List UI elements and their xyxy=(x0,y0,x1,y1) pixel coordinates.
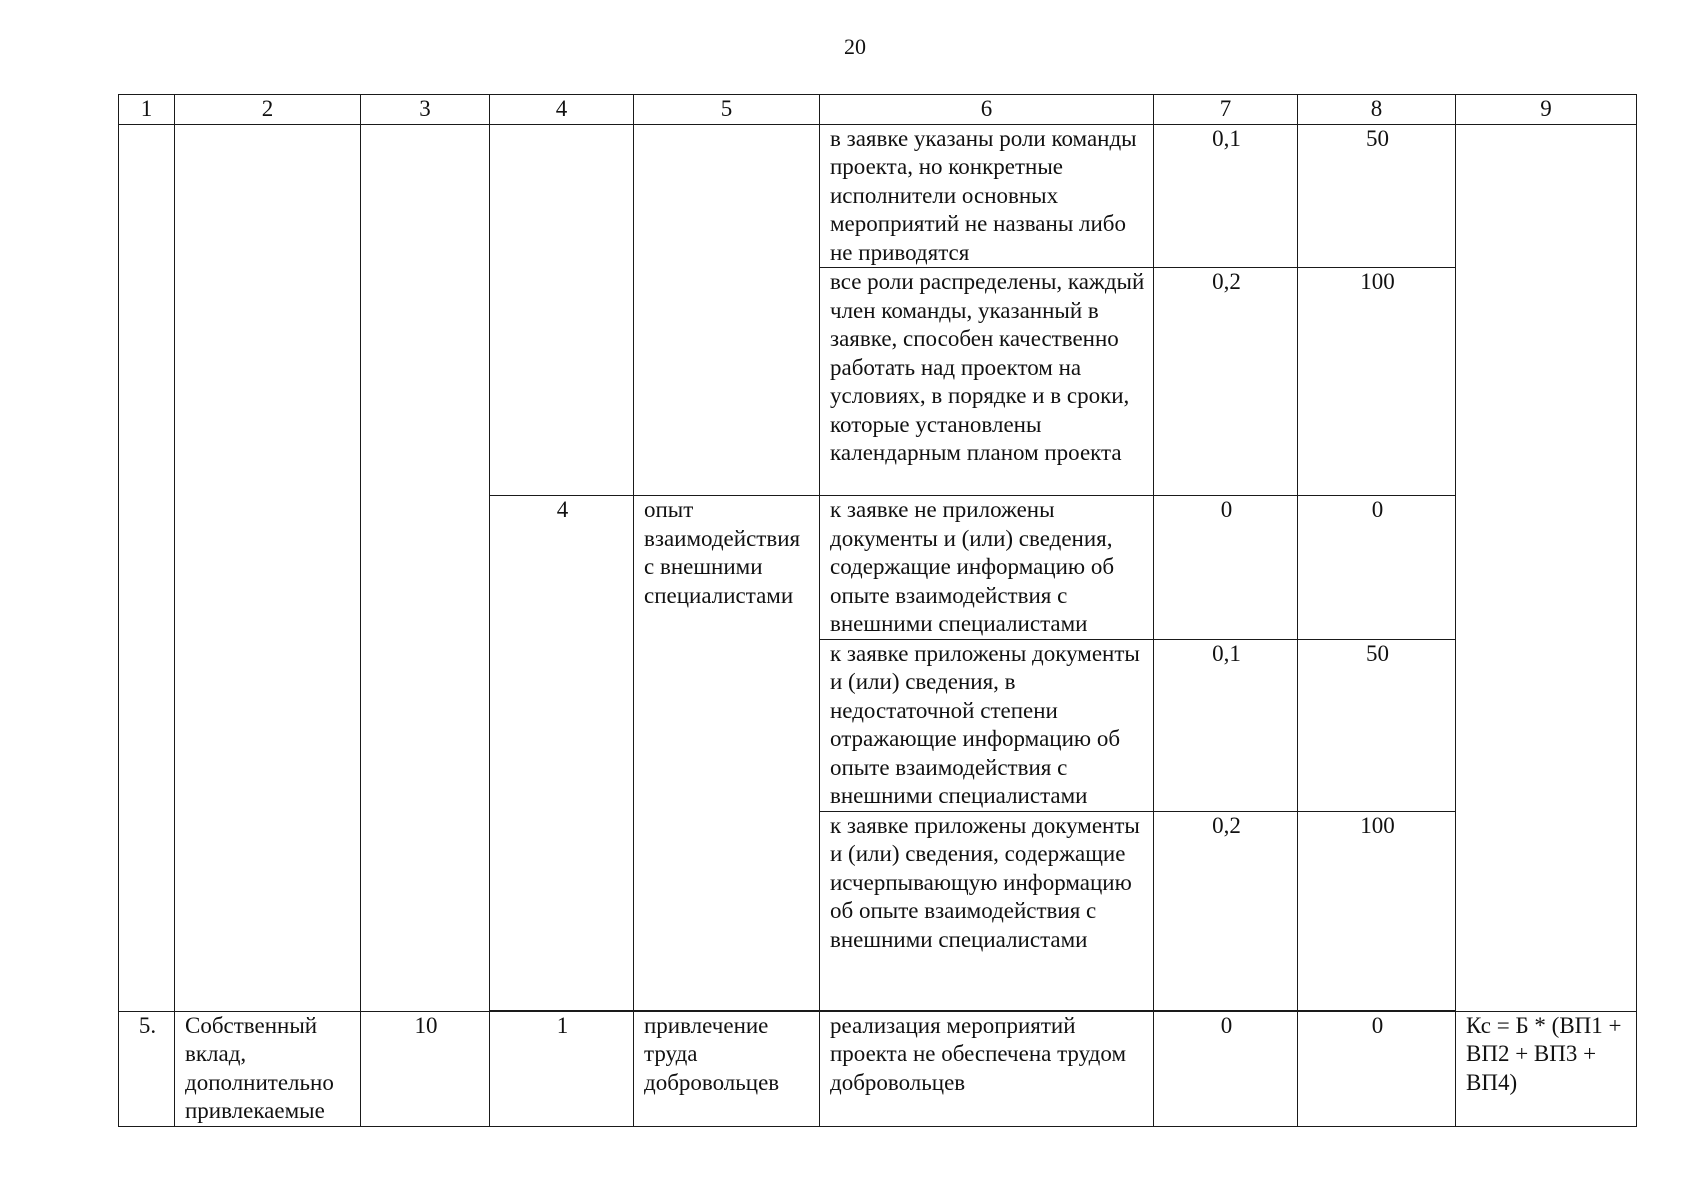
table-row xyxy=(119,1011,1637,1126)
subcriterion-number-cell: 4 xyxy=(490,496,634,1011)
column-header: 1 xyxy=(119,95,175,125)
coefficient-cell: 0 xyxy=(1154,1011,1298,1126)
subcriterion-name-cell xyxy=(634,124,820,496)
criterion-weight-cell: 10 xyxy=(361,1011,490,1126)
criterion-weight-cell xyxy=(361,124,490,1011)
column-header: 8 xyxy=(1298,95,1456,125)
points-cell: 0 xyxy=(1298,496,1456,640)
points-cell: 100 xyxy=(1298,811,1456,1010)
criterion-name-cell xyxy=(175,124,361,1011)
subcriterion-number-cell: 1 xyxy=(490,1011,634,1126)
criterion-name-cell: Собственный вклад, дополнительно привлекаемые xyxy=(175,1011,361,1126)
points-cell: 50 xyxy=(1298,639,1456,811)
description-cell: к заявке не приложены документы и (или) сведения, содержащие информацию об опыте взаимодействия с внешними специалистами xyxy=(820,496,1154,640)
criterion-number-cell xyxy=(119,124,175,1011)
column-header: 3 xyxy=(361,95,490,125)
coefficient-cell: 0,1 xyxy=(1154,124,1298,268)
column-header: 2 xyxy=(175,95,361,125)
column-header: 7 xyxy=(1154,95,1298,125)
column-header: 4 xyxy=(490,95,634,125)
description-cell: к заявке приложены документы и (или) сведения, содержащие исчерпывающую информацию об опыте взаимодействия с внешними специалистами xyxy=(820,811,1154,1010)
description-cell: все роли распределены, каждый член команды, указанный в заявке, способен качественно работать над проектом на условиях, в порядке и в сроки, которые установлены календарным планом проекта xyxy=(820,268,1154,496)
subcriterion-name-cell: опыт взаимодействия с внешними специалистами xyxy=(634,496,820,1011)
coefficient-cell: 0,2 xyxy=(1154,811,1298,1010)
coefficient-cell: 0,1 xyxy=(1154,639,1298,811)
description-cell: реализация мероприятий проекта не обеспечена трудом добровольцев xyxy=(820,1011,1154,1126)
formula-cell xyxy=(1456,124,1637,1011)
coefficient-cell: 0,2 xyxy=(1154,268,1298,496)
column-header: 5 xyxy=(634,95,820,125)
subcriterion-number-cell xyxy=(490,124,634,496)
column-header: 9 xyxy=(1456,95,1637,125)
description-cell: к заявке приложены документы и (или) сведения, в недостаточной степени отражающие информацию об опыте взаимодействия с внешними специалистами xyxy=(820,639,1154,811)
points-cell: 100 xyxy=(1298,268,1456,496)
column-header: 6 xyxy=(820,95,1154,125)
formula-cell: Кс = Б * (ВП1 + ВП2 + ВП3 + ВП4) xyxy=(1456,1011,1637,1126)
page-number: 20 xyxy=(844,34,866,59)
evaluation-criteria-table xyxy=(118,94,1637,1127)
coefficient-cell: 0 xyxy=(1154,496,1298,640)
column-number-row xyxy=(119,95,1637,125)
points-cell: 0 xyxy=(1298,1011,1456,1126)
points-cell: 50 xyxy=(1298,124,1456,268)
criterion-number-cell: 5. xyxy=(119,1011,175,1126)
table-row xyxy=(119,124,1637,268)
description-cell: в заявке указаны роли команды проекта, но конкретные исполнители основных мероприятий не названы либо не приводятся xyxy=(820,124,1154,268)
subcriterion-name-cell: привлечение труда добровольцев xyxy=(634,1011,820,1126)
